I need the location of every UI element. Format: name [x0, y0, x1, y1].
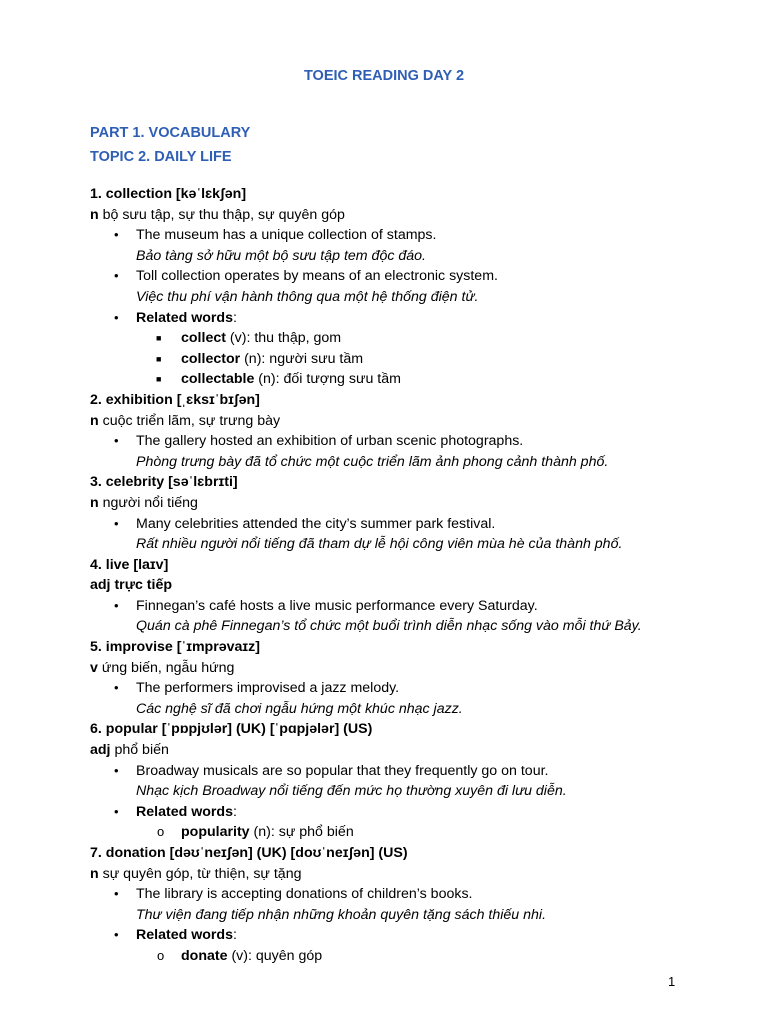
example-sentence: [90, 596, 730, 617]
example-translation: Bảo tàng sở hữu một bộ sưu tập tem độc đáo.: [136, 247, 426, 264]
bullet-icon: •: [114, 227, 119, 243]
part-of-speech: n: [90, 206, 99, 223]
bullet-icon: •: [114, 597, 119, 613]
related-word-meaning: (n): sự phổ biến: [249, 824, 354, 841]
example-translation: Phòng trưng bày đã tổ chức một cuộc triển lãm ảnh phong cảnh thành phố.: [136, 453, 609, 470]
definition-text: phổ biến: [110, 742, 169, 759]
example-translation: Quán cà phê Finnegan’s tổ chức một buổi trình diễn nhạc sống vào mỗi thứ Bảy.: [136, 618, 642, 635]
document-title: TOEIC READING DAY 2: [303, 68, 465, 84]
related-words-label: Related words: [136, 927, 233, 944]
related-words-colon: :: [232, 927, 237, 944]
vocab-headword: 7. donation [dəʊˈneɪʃən] (UK) [doʊˈneɪʃən] (US): [90, 845, 408, 861]
example-translation: Nhạc kịch Broadway nổi tiếng đến mức họ thường xuyên đi lưu diễn.: [136, 783, 567, 800]
part-of-speech: v: [90, 659, 98, 676]
part-of-speech: adj: [90, 742, 111, 759]
bullet-icon: •: [114, 762, 119, 778]
bullet-icon: •: [114, 309, 119, 325]
example-text: Broadway musicals are so popular that they frequently go on tour.: [136, 762, 549, 779]
circle-bullet-icon: o: [157, 947, 165, 963]
related-word-item: [90, 328, 730, 349]
bullet-icon: •: [114, 886, 119, 902]
definition-line: [90, 658, 730, 679]
definition-line: [90, 493, 730, 514]
related-words-colon: :: [232, 309, 237, 326]
related-word-meaning: (v): thu thập, gom: [225, 330, 342, 347]
bullet-icon: •: [114, 927, 119, 943]
related-word-meaning: (n): người sưu tầm: [240, 350, 364, 367]
bullet-icon: •: [114, 680, 119, 696]
related-word-item: [90, 369, 730, 390]
circle-bullet-icon: o: [157, 824, 165, 840]
related-words-heading: [90, 925, 730, 946]
vocab-headword: 6. popular [ˈpɒpjʊlər] (UK) [ˈpɑpjələr] (US): [90, 721, 373, 738]
part-heading: PART 1. VOCABULARY: [90, 125, 251, 141]
definition-text: sự quyên góp, từ thiện, sự tặng: [98, 865, 302, 882]
example-translation: Việc thu phí vận hành thông qua một hệ thống điện tử.: [136, 288, 479, 305]
vocab-headword: 5. improvise [ˈɪmprəvaɪz]: [90, 639, 260, 656]
page-number: 1: [668, 974, 676, 989]
vocab-headword: 2. exhibition [ˌɛksɪˈbɪʃən]: [90, 391, 260, 408]
definition-line: [90, 411, 730, 432]
example-text: Toll collection operates by means of an electronic system.: [136, 268, 498, 285]
example-sentence: [90, 884, 730, 905]
vocab-headword: 1. collection [kəˈlɛkʃən]: [90, 186, 247, 202]
related-word: popularity: [181, 824, 250, 841]
example-sentence: [90, 266, 730, 287]
example-text: The museum has a unique collection of stamps.: [136, 227, 437, 244]
related-words-heading: [90, 308, 730, 329]
example-text: The gallery hosted an exhibition of urban scenic photographs.: [136, 433, 524, 450]
part-of-speech: n: [90, 494, 99, 511]
related-words-heading: [90, 802, 730, 823]
definition-line: [90, 205, 730, 226]
definition-line: [90, 740, 730, 761]
example-sentence: [90, 225, 730, 246]
related-words-label: Related words: [136, 309, 233, 326]
square-bullet-icon: ■: [156, 374, 162, 385]
bullet-icon: •: [114, 803, 119, 819]
example-text: The performers improvised a jazz melody.: [136, 680, 400, 697]
vocab-headword: 4. live [laɪv]: [90, 556, 169, 573]
vocabulary-list: [90, 184, 730, 967]
definition-line: [90, 864, 730, 885]
bullet-icon: •: [114, 433, 119, 449]
example-translation: Các nghệ sĩ đã chơi ngẫu hứng một khúc nhạc jazz.: [136, 700, 463, 717]
part-of-speech: n: [90, 412, 99, 429]
bullet-icon: •: [114, 515, 119, 531]
example-text: Many celebrities attended the city’s summer park festival.: [136, 515, 496, 532]
definition-text: trực tiếp: [110, 577, 173, 594]
vocab-headword: 3. celebrity [səˈlɛbrɪti]: [90, 474, 238, 491]
related-words-label: Related words: [136, 803, 233, 820]
topic-heading: TOPIC 2. DAILY LIFE: [90, 149, 232, 165]
related-word: collectable: [181, 371, 255, 388]
definition-line: [90, 575, 730, 596]
example-text: The library is accepting donations of children’s books.: [136, 886, 473, 903]
related-word: donate: [181, 947, 228, 964]
definition-text: người nổi tiếng: [98, 494, 198, 511]
part-of-speech: adj: [90, 577, 111, 594]
part-of-speech: n: [90, 865, 99, 882]
example-sentence: [90, 678, 730, 699]
related-word-item: [90, 946, 730, 967]
definition-text: cuộc triển lãm, sự trưng bày: [98, 412, 281, 429]
related-words-colon: :: [232, 803, 237, 820]
example-sentence: [90, 431, 730, 452]
related-word-meaning: (v): quyên góp: [227, 947, 323, 964]
definition-text: bộ sưu tập, sự thu thập, sự quyên góp: [98, 206, 345, 223]
related-word-meaning: (n): đối tượng sưu tầm: [254, 371, 401, 388]
example-text: Finnegan’s café hosts a live music performance every Saturday.: [136, 597, 538, 614]
related-word: collect: [181, 330, 226, 347]
definition-text: ứng biến, ngẫu hứng: [97, 659, 235, 676]
bullet-icon: •: [114, 268, 119, 284]
example-sentence: [90, 514, 730, 535]
related-word: collector: [181, 350, 241, 367]
related-word-item: [90, 822, 730, 843]
square-bullet-icon: ■: [156, 353, 162, 364]
example-sentence: [90, 761, 730, 782]
example-translation: Rất nhiều người nổi tiếng đã tham dự lễ hội công viên mùa hè của thành phố.: [136, 536, 623, 553]
related-word-item: [90, 349, 730, 370]
square-bullet-icon: ■: [156, 333, 162, 344]
example-translation: Thư viện đang tiếp nhận những khoản quyên tặng sách thiếu nhi.: [136, 906, 547, 923]
